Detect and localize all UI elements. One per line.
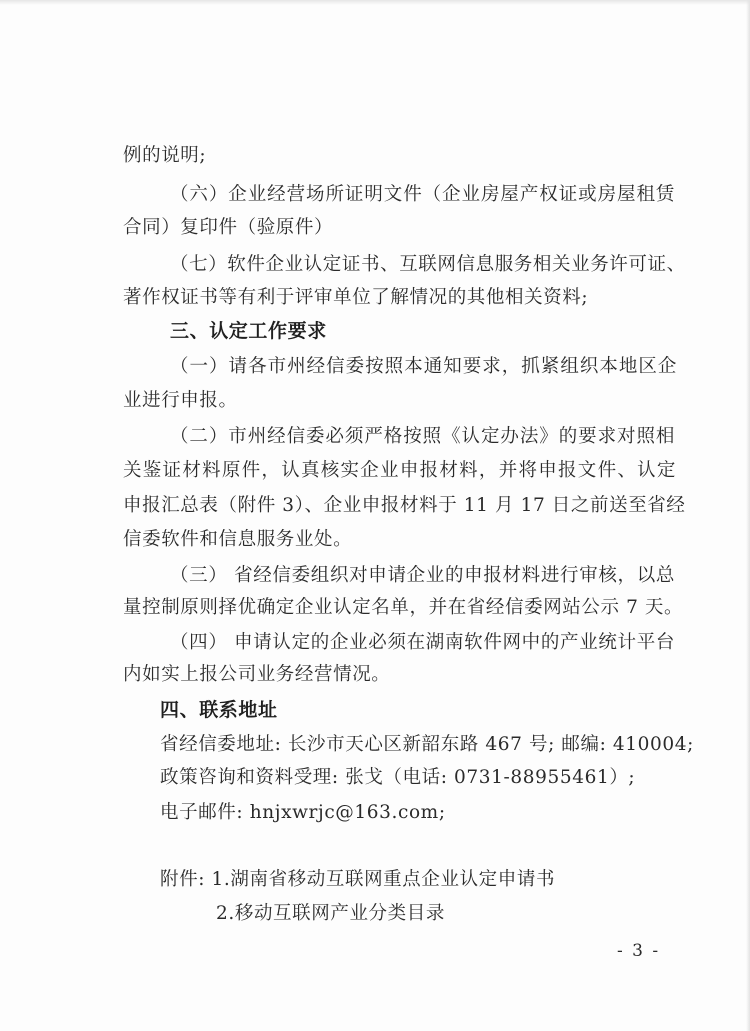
text-line: （六）企业经营场所证明文件（企业房屋产权证或房屋租赁 bbox=[170, 184, 675, 205]
text-line: （三） 省经信委组织对申请企业的申报材料进行审核，以总 bbox=[170, 565, 675, 586]
text-line: 内如实上报公司业务经营情况。 bbox=[123, 664, 391, 685]
text-line: 合同）复印件（验原件） bbox=[123, 217, 334, 238]
text-line: 著作权证书等有利于评审单位了解情况的其他相关资料; bbox=[123, 287, 589, 308]
section-heading: 三、认定工作要求 bbox=[170, 320, 327, 342]
section-heading: 四、联系地址 bbox=[160, 699, 278, 721]
text-line: （二）市州经信委必须严格按照《认定办法》的要求对照相 bbox=[170, 426, 675, 447]
contact-phone: 政策咨询和资料受理: 张戈（电话: 0731-88955461）; bbox=[160, 767, 636, 788]
text-line: 例的说明; bbox=[123, 145, 207, 166]
scan-edge bbox=[0, 0, 750, 5]
text-line: 业进行申报。 bbox=[123, 390, 238, 411]
page-number: - 3 - bbox=[617, 941, 661, 961]
text-line: 量控制原则择优确定企业认定名单，并在省经信委网站公示 7 天。 bbox=[123, 597, 684, 618]
attachment-item: 2.移动互联网产业分类目录 bbox=[216, 903, 445, 924]
contact-address: 省经信委地址: 长沙市天心区新韶东路 467 号; 邮编: 410004; bbox=[160, 734, 694, 755]
text-line: 信委软件和信息服务业处。 bbox=[123, 529, 353, 550]
text-line: （四） 申请认定的企业必须在湖南软件网中的产业统计平台 bbox=[170, 632, 675, 653]
scan-edge bbox=[746, 0, 750, 1031]
text-line: 申报汇总表（附件 3）、企业申报材料于 11 月 17 日之前送至省经 bbox=[123, 495, 686, 516]
text-line: 关鉴证材料原件，认真核实企业申报材料，并将申报文件、认定 bbox=[123, 460, 676, 481]
contact-email: 电子邮件: hnjxwrjc@163.com; bbox=[160, 802, 446, 823]
attachment-item: 附件: 1.湖南省移动互联网重点企业认定申请书 bbox=[160, 869, 556, 890]
text-line: （一）请各市州经信委按照本通知要求，抓紧组织本地区企 bbox=[170, 356, 677, 377]
text-line: （七）软件企业认定证书、互联网信息服务相关业务许可证、 bbox=[170, 254, 686, 275]
